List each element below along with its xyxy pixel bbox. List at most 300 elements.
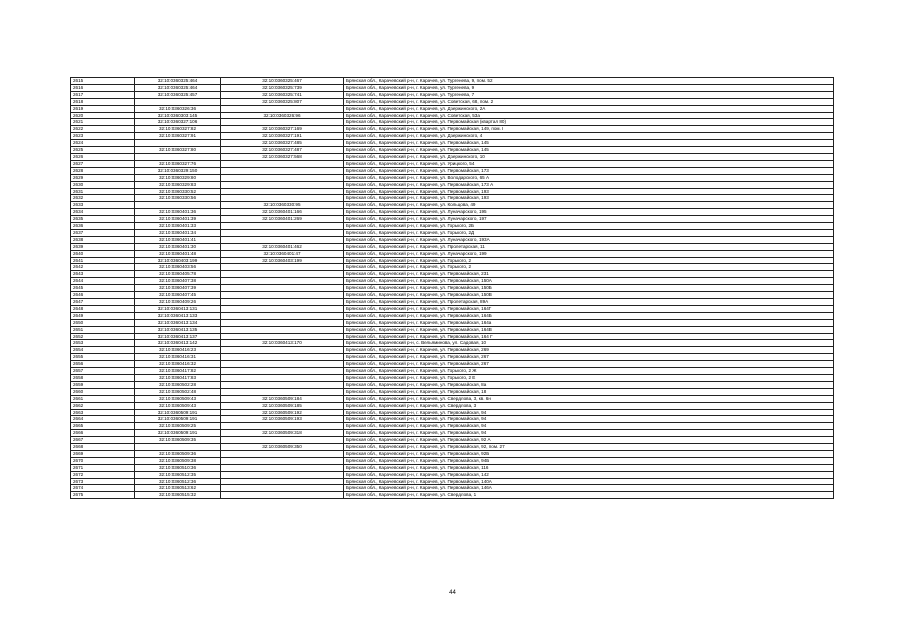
cadastral-number-object-cell: 32:10:0360401:462 xyxy=(221,243,344,250)
table-row xyxy=(71,126,834,133)
table-row xyxy=(71,388,834,395)
table-row xyxy=(71,119,834,126)
cadastral-number-parcel-cell: 32:10:0360502:48 xyxy=(135,388,221,395)
row-number-cell: 2650 xyxy=(71,319,135,326)
address-cell: Брянская обл., Карачевский р-н, г. Карачев, ул. Первомайская, 145 xyxy=(344,140,834,147)
address-cell: Брянская обл., Карачевский р-н, г. Карачев, ул. Дзержинского, 2А xyxy=(344,105,834,112)
cadastral-number-object-cell xyxy=(221,347,344,354)
address-cell: Брянская обл., Карачевский р-н, г. Карачев, ул. Урицкого, 54 xyxy=(344,160,834,167)
address-cell: Брянская обл., Карачевский р-н, г. Карачев, ул. Первомайская, 8а xyxy=(344,381,834,388)
address-cell: Брянская обл., Карачевский р-н, г. Карачев, ул. Первомайская, 267 xyxy=(344,354,834,361)
row-number-cell: 2618 xyxy=(71,98,135,105)
cadastral-number-parcel-cell: 32:10:0360502:28 xyxy=(135,381,221,388)
cadastral-number-parcel-cell: 32:10:0360403:199 xyxy=(135,257,221,264)
table-row xyxy=(71,271,834,278)
row-number-cell: 2632 xyxy=(71,195,135,202)
cadastral-number-parcel-cell: 32:10:0360401:34 xyxy=(135,229,221,236)
table-row xyxy=(71,347,834,354)
cadastral-number-parcel-cell: 32:10:0360401:41 xyxy=(135,236,221,243)
row-number-cell: 2645 xyxy=(71,285,135,292)
cadastral-number-parcel-cell: 32:10:0360513:62 xyxy=(135,485,221,492)
table-row xyxy=(71,299,834,306)
cadastral-number-object-cell xyxy=(221,305,344,312)
cadastral-number-object-cell: 32:10:0360509:318 xyxy=(221,430,344,437)
row-number-cell: 2668 xyxy=(71,444,135,451)
address-cell: Брянская обл., Карачевский р-н, г. Карачев, ул. Тургенева, 7 xyxy=(344,91,834,98)
row-number-cell: 2630 xyxy=(71,181,135,188)
address-cell: Брянская обл., Карачевский р-н, г. Карачев, ул. Первомайская, 164Г xyxy=(344,305,834,312)
cadastral-number-parcel-cell xyxy=(135,98,221,105)
row-number-cell: 2623 xyxy=(71,133,135,140)
row-number-cell: 2652 xyxy=(71,333,135,340)
address-cell: Брянская обл., Карачевский р-н, г. Карачев, ул. Первомайская, 94 xyxy=(344,416,834,423)
cadastral-number-parcel-cell: 32:10:0360327:91 xyxy=(135,133,221,140)
table-row xyxy=(71,160,834,167)
table-row xyxy=(71,174,834,181)
cadastral-number-parcel-cell: 32:10:0360327:76 xyxy=(135,160,221,167)
row-number-cell: 2654 xyxy=(71,347,135,354)
row-number-cell: 2667 xyxy=(71,437,135,444)
cadastral-number-object-cell: 32:10:0360509:193 xyxy=(221,416,344,423)
cadastral-number-parcel-cell: 32:10:0360303:145 xyxy=(135,112,221,119)
cadastral-number-object-cell xyxy=(221,374,344,381)
address-cell: Брянская обл., Карачевский р-н, г. Карачев, ул. Дзержинского, 10 xyxy=(344,153,834,160)
address-cell: Брянская обл., Карачевский р-н, г. Карачев, ул. Горького, 2 xyxy=(344,257,834,264)
cadastral-number-parcel-cell: 32:10:0360330:56 xyxy=(135,195,221,202)
cadastral-number-object-cell xyxy=(221,361,344,368)
cadastral-number-parcel-cell: 32:10:0360416:31 xyxy=(135,354,221,361)
address-cell: Брянская обл., Карачевский р-н, г. Карачев, ул. Первомайская, 94 xyxy=(344,430,834,437)
cadastral-number-object-cell xyxy=(221,292,344,299)
table-row xyxy=(71,264,834,271)
address-cell: Брянская обл., Карачевский р-н, г. Карачев, ул. Первомайская, 164а xyxy=(344,319,834,326)
cadastral-number-object-cell xyxy=(221,195,344,202)
cadastral-number-parcel-cell: 32:10:0360512:35 xyxy=(135,471,221,478)
address-cell: Брянская обл., Карачевский р-н, г. Карачев, ул. Свердлова, 1 xyxy=(344,492,834,499)
cadastral-number-parcel-cell: 32:10:0360401:48 xyxy=(135,250,221,257)
cadastral-number-parcel-cell: 32:10:0360413:133 xyxy=(135,312,221,319)
address-cell: Брянская обл., Карачевский р-н, г. Карачев, ул. Первомайская, 94Б xyxy=(344,457,834,464)
row-number-cell: 2635 xyxy=(71,216,135,223)
table-row xyxy=(71,478,834,485)
cadastral-number-parcel-cell: 32:10:0360509:43 xyxy=(135,395,221,402)
table-row xyxy=(71,292,834,299)
cadastral-number-parcel-cell: 32:10:0360327:80 xyxy=(135,147,221,154)
address-cell: Брянская обл., Карачевский р-н, г. Карачев, ул. Горького, 2Д xyxy=(344,229,834,236)
row-number-cell: 2640 xyxy=(71,250,135,257)
table-row xyxy=(71,98,834,105)
address-cell: Брянская обл., Карачевский р-н, г. Карачев, ул. Советская, 53а xyxy=(344,112,834,119)
table-row xyxy=(71,140,834,147)
cadastral-number-object-cell xyxy=(221,388,344,395)
table-row xyxy=(71,78,834,85)
address-cell: Брянская обл., Карачевский р-н, г. Карачев, ул. Первомайская, 150Б xyxy=(344,285,834,292)
table-row xyxy=(71,188,834,195)
address-cell: Брянская обл., Карачевский р-н, г. Карачев, ул. Первомайская, 94 xyxy=(344,423,834,430)
cadastral-number-parcel-cell: 32:10:0360509:36 xyxy=(135,450,221,457)
cadastral-number-parcel-cell: 32:10:0360401:33 xyxy=(135,223,221,230)
cadastral-number-parcel-cell: 32:10:0360407:45 xyxy=(135,292,221,299)
cadastral-number-parcel-cell: 32:10:0360325:457 xyxy=(135,91,221,98)
cadastral-number-parcel-cell: 32:10:0360413:142 xyxy=(135,340,221,347)
row-number-cell: 2671 xyxy=(71,464,135,471)
cadastral-number-object-cell xyxy=(221,181,344,188)
cadastral-number-parcel-cell: 32:10:0360329:150 xyxy=(135,167,221,174)
cadastral-number-parcel-cell: 32:10:0360407:38 xyxy=(135,278,221,285)
table-row xyxy=(71,423,834,430)
address-cell: Брянская обл., Карачевский р-н, г. Карачев, ул. Горького, 2 xyxy=(344,264,834,271)
cadastral-number-parcel-cell: 32:10:0360409:26 xyxy=(135,299,221,306)
cadastral-number-object-cell: 32:10:0360325:739 xyxy=(221,84,344,91)
cadastral-number-object-cell xyxy=(221,223,344,230)
cadastral-number-parcel-cell: 32:10:0360512:36 xyxy=(135,478,221,485)
cadastral-number-object-cell: 32:10:0360509:192 xyxy=(221,409,344,416)
table-row xyxy=(71,84,834,91)
table-row xyxy=(71,243,834,250)
row-number-cell: 2655 xyxy=(71,354,135,361)
row-number-cell: 2617 xyxy=(71,91,135,98)
cadastral-number-parcel-cell: 32:10:0360403:56 xyxy=(135,264,221,271)
cadastral-number-parcel-cell: 32:10:0360329:83 xyxy=(135,181,221,188)
row-number-cell: 2673 xyxy=(71,478,135,485)
cadastral-number-object-cell: 32:10:0360326:96 xyxy=(221,112,344,119)
table-row xyxy=(71,250,834,257)
cadastral-number-object-cell xyxy=(221,264,344,271)
row-number-cell: 2631 xyxy=(71,188,135,195)
cadastral-number-parcel-cell: 32:10:0360405:78 xyxy=(135,271,221,278)
cadastral-number-object-cell xyxy=(221,333,344,340)
row-number-cell: 2672 xyxy=(71,471,135,478)
cadastral-number-parcel-cell: 32:10:0360509:35 xyxy=(135,437,221,444)
cadastral-number-object-cell xyxy=(221,278,344,285)
table-row xyxy=(71,257,834,264)
table-row xyxy=(71,153,834,160)
row-number-cell: 2621 xyxy=(71,119,135,126)
table-row xyxy=(71,112,834,119)
cadastral-number-object-cell: 32:10:0360325:741 xyxy=(221,91,344,98)
address-cell: Брянская обл., Карачевский р-н, г. Карачев, ул. Первомайская, 193 xyxy=(344,188,834,195)
cadastral-number-object-cell xyxy=(221,119,344,126)
row-number-cell: 2674 xyxy=(71,485,135,492)
row-number-cell: 2659 xyxy=(71,381,135,388)
table-row xyxy=(71,333,834,340)
address-cell: Брянская обл., Карачевский р-н, г. Карачев, ул. Первомайская, 269 xyxy=(344,347,834,354)
address-cell: Брянская обл., Карачевский р-н, г. Карачев, ул. Володарского, 65 А xyxy=(344,174,834,181)
cadastral-number-parcel-cell: 32:10:0360416:32 xyxy=(135,361,221,368)
cadastral-number-parcel-cell xyxy=(135,153,221,160)
table-row xyxy=(71,202,834,209)
table-row xyxy=(71,430,834,437)
cadastral-number-object-cell: 32:10:0360401:269 xyxy=(221,216,344,223)
row-number-cell: 2615 xyxy=(71,78,135,85)
cadastral-number-object-cell xyxy=(221,423,344,430)
row-number-cell: 2616 xyxy=(71,84,135,91)
address-cell: Брянская обл., Карачевский р-н, г. Карачев, ул. Первомайская, 193 xyxy=(344,195,834,202)
row-number-cell: 2661 xyxy=(71,395,135,402)
table-row xyxy=(71,167,834,174)
cadastral-number-parcel-cell: 32:10:0360326:36 xyxy=(135,105,221,112)
address-cell: Брянская обл., Карачевский р-н, г. Карачев, ул. Первомайская, 150А xyxy=(344,278,834,285)
cadastral-number-parcel-cell: 32:10:0360413:137 xyxy=(135,333,221,340)
cadastral-number-parcel-cell: 32:10:0360401:30 xyxy=(135,243,221,250)
cadastral-number-parcel-cell: 32:10:0360510:36 xyxy=(135,464,221,471)
table-row xyxy=(71,216,834,223)
address-cell: Брянская обл., Карачевский р-н, г. Карачев, ул. Советская, 68, пом. 2 xyxy=(344,98,834,105)
cadastral-number-object-cell xyxy=(221,464,344,471)
address-cell: Брянская обл., Карачевский р-н, г. Карачев, ул. Первомайская, 145 xyxy=(344,147,834,154)
cadastral-number-object-cell xyxy=(221,492,344,499)
table-row xyxy=(71,464,834,471)
table-row xyxy=(71,437,834,444)
cadastral-number-object-cell xyxy=(221,450,344,457)
address-cell: Брянская обл., Карачевский р-н, г. Карачев, ул. Первомайская, 149, пом. I xyxy=(344,126,834,133)
cadastral-number-parcel-cell xyxy=(135,140,221,147)
address-cell: Брянская обл., Карачевский р-н, г. Карачев, ул. Первомайская, 92Б xyxy=(344,450,834,457)
cadastral-number-object-cell xyxy=(221,326,344,333)
cadastral-number-object-cell xyxy=(221,271,344,278)
cadastral-number-parcel-cell: 32:10:0360325:464 xyxy=(135,78,221,85)
row-number-cell: 2641 xyxy=(71,257,135,264)
cadastral-number-parcel-cell: 32:10:0360509:25 xyxy=(135,423,221,430)
cadastral-number-object-cell xyxy=(221,188,344,195)
cadastral-number-parcel-cell: 32:10:0360330:52 xyxy=(135,188,221,195)
cadastral-number-object-cell: 32:10:0360327:191 xyxy=(221,133,344,140)
row-number-cell: 2644 xyxy=(71,278,135,285)
cadastral-number-parcel-cell: 32:10:0360413:131 xyxy=(135,305,221,312)
cadastral-number-object-cell: 32:10:0360330:95 xyxy=(221,202,344,209)
row-number-cell: 2634 xyxy=(71,209,135,216)
row-number-cell: 2636 xyxy=(71,223,135,230)
row-number-cell: 2662 xyxy=(71,402,135,409)
cadastral-number-object-cell xyxy=(221,285,344,292)
cadastral-number-object-cell: 32:10:0360327:487 xyxy=(221,147,344,154)
table-row xyxy=(71,229,834,236)
cadastral-number-object-cell xyxy=(221,354,344,361)
table-row xyxy=(71,223,834,230)
cadastral-number-object-cell: 32:10:0360509:184 xyxy=(221,395,344,402)
address-cell: Брянская обл., Карачевский р-н, г. Карачев, ул. Кольцова, 49 xyxy=(344,202,834,209)
row-number-cell: 2649 xyxy=(71,312,135,319)
cadastral-number-object-cell: 32:10:0360509:350 xyxy=(221,444,344,451)
cadastral-number-object-cell: 32:10:0360401:47 xyxy=(221,250,344,257)
address-cell: Брянская обл., Карачевский р-н, г. Карачев, ул. Горького, 2 Ж xyxy=(344,368,834,375)
table-row xyxy=(71,492,834,499)
address-cell: Брянская обл., Карачевский р-н, г. Карачев, ул. Луначарского, 197 xyxy=(344,216,834,223)
row-number-cell: 2647 xyxy=(71,299,135,306)
row-number-cell: 2658 xyxy=(71,374,135,381)
cadastral-number-parcel-cell: 32:10:0360413:134 xyxy=(135,319,221,326)
address-cell: Брянская обл., Карачевский р-н, г. Карачев, ул. Пролетарская, 11 xyxy=(344,243,834,250)
row-number-cell: 2646 xyxy=(71,292,135,299)
cadastral-number-object-cell xyxy=(221,485,344,492)
cadastral-number-object-cell: 32:10:0360509:185 xyxy=(221,402,344,409)
row-number-cell: 2639 xyxy=(71,243,135,250)
address-cell: Брянская обл., Карачевский р-н, г. Карачев, ул. Луначарского, 199 xyxy=(344,250,834,257)
cadastral-number-object-cell xyxy=(221,457,344,464)
address-cell: Брянская обл., Карачевский р-н, г. Карачев, ул. Первомайская, 140А xyxy=(344,478,834,485)
row-number-cell: 2675 xyxy=(71,492,135,499)
cadastral-number-object-cell xyxy=(221,236,344,243)
address-cell: Брянская обл., Карачевский р-н, г. Карачев, ул. Первомайская, 164В xyxy=(344,326,834,333)
table-row xyxy=(71,105,834,112)
row-number-cell: 2624 xyxy=(71,140,135,147)
table-row xyxy=(71,444,834,451)
address-cell: Брянская обл., Карачевский р-н, г. Карачев, ул. Первомайская, 267 xyxy=(344,361,834,368)
cadastral-number-parcel-cell: 32:10:0360509:191 xyxy=(135,409,221,416)
address-cell: Брянская обл., Карачевский р-н, г. Карачев, ул. Первомайская, 94 xyxy=(344,409,834,416)
cadastral-number-object-cell xyxy=(221,312,344,319)
address-cell: Брянская обл., Карачевский р-н, г. Карачев, ул. Свердлова, 3 xyxy=(344,402,834,409)
row-number-cell: 2666 xyxy=(71,430,135,437)
cadastral-number-parcel-cell: 32:10:0360327:82 xyxy=(135,126,221,133)
cadastral-number-parcel-cell: 32:10:0360401:36 xyxy=(135,209,221,216)
cadastral-number-parcel-cell: 32:10:0360327:106 xyxy=(135,119,221,126)
row-number-cell: 2619 xyxy=(71,105,135,112)
row-number-cell: 2657 xyxy=(71,368,135,375)
table-row xyxy=(71,374,834,381)
cadastral-number-object-cell: 32:10:0360403:199 xyxy=(221,257,344,264)
table-row xyxy=(71,361,834,368)
address-cell: Брянская обл., Карачевский р-н, г. Карачев, ул. Первомайская, 164 Г xyxy=(344,333,834,340)
cadastral-number-object-cell xyxy=(221,319,344,326)
address-cell: Брянская обл., Карачевский р-н, г. Карачев, ул. Свердлова, 3, кв. 6н xyxy=(344,395,834,402)
cadastral-number-parcel-cell: 32:10:0360509:38 xyxy=(135,457,221,464)
cadastral-number-parcel-cell: 32:10:0360509:191 xyxy=(135,416,221,423)
address-cell: Брянская обл., Карачевский р-н, г. Карачев, ул. Тургенева, 9 xyxy=(344,84,834,91)
table-row xyxy=(71,395,834,402)
cadastral-number-parcel-cell xyxy=(135,202,221,209)
row-number-cell: 2620 xyxy=(71,112,135,119)
cadastral-number-object-cell xyxy=(221,478,344,485)
row-number-cell: 2651 xyxy=(71,326,135,333)
cadastral-number-object-cell: 32:10:0360327:568 xyxy=(221,153,344,160)
table-row xyxy=(71,402,834,409)
page-number: 44 xyxy=(449,590,456,596)
address-cell: Брянская обл., Карачевский р-н, г. Карачев, ул. Первомайская, 150В xyxy=(344,292,834,299)
address-cell: Брянская обл., Карачевский р-н, г. Карачев, ул. Горького, 2Б xyxy=(344,223,834,230)
cadastral-number-parcel-cell: 32:10:0360401:39 xyxy=(135,216,221,223)
cadastral-number-parcel-cell: 32:10:0360325:464 xyxy=(135,84,221,91)
address-cell: Брянская обл., Карачевский р-н, г. Карачев, ул. Первомайская, 92, пом. 27 xyxy=(344,444,834,451)
row-number-cell: 2669 xyxy=(71,450,135,457)
cadastral-number-parcel-cell: 32:10:0360413:135 xyxy=(135,326,221,333)
cadastral-number-parcel-cell: 32:10:0360515:32 xyxy=(135,492,221,499)
table-row xyxy=(71,278,834,285)
address-cell: Брянская обл., Карачевский р-н, г. Карачев, ул. Первомайская (квартал 80) xyxy=(344,119,834,126)
cadastral-number-parcel-cell: 32:10:0360509:43 xyxy=(135,402,221,409)
registry-table xyxy=(70,77,834,499)
row-number-cell: 2653 xyxy=(71,340,135,347)
table-row xyxy=(71,485,834,492)
cadastral-number-parcel-cell: 32:10:0360509:191 xyxy=(135,430,221,437)
address-cell: Брянская обл., Карачевский р-н, г. Карачев, ул. Дзержинского, 4 xyxy=(344,133,834,140)
table-row xyxy=(71,457,834,464)
row-number-cell: 2656 xyxy=(71,361,135,368)
row-number-cell: 2648 xyxy=(71,305,135,312)
cadastral-number-object-cell: 32:10:0360413:170 xyxy=(221,340,344,347)
address-cell: Брянская обл., Карачевский р-н, г. Карачев, ул. Луначарского, 193А xyxy=(344,236,834,243)
cadastral-number-object-cell xyxy=(221,229,344,236)
table-row xyxy=(71,133,834,140)
address-cell: Брянская обл., Карачевский р-н, г. Карачев, ул. Первомайская, 116 xyxy=(344,464,834,471)
table-row xyxy=(71,236,834,243)
address-cell: Брянская обл., Карачевский р-н, г. Карачев, ул. Первомайская, 164Б xyxy=(344,312,834,319)
address-cell: Брянская обл., Карачевский р-н, г. Карачев, ул. Первомайская, 173 xyxy=(344,167,834,174)
row-number-cell: 2625 xyxy=(71,147,135,154)
row-number-cell: 2633 xyxy=(71,202,135,209)
table-row xyxy=(71,305,834,312)
row-number-cell: 2629 xyxy=(71,174,135,181)
cadastral-number-object-cell: 32:10:0360327:169 xyxy=(221,126,344,133)
row-number-cell: 2622 xyxy=(71,126,135,133)
row-number-cell: 2664 xyxy=(71,416,135,423)
table-row xyxy=(71,368,834,375)
address-cell: Брянская обл., Карачевский р-н, с. Вельяминова, ул. Садовая, 10 xyxy=(344,340,834,347)
row-number-cell: 2628 xyxy=(71,167,135,174)
table-row xyxy=(71,381,834,388)
row-number-cell: 2638 xyxy=(71,236,135,243)
address-cell: Брянская обл., Карачевский р-н, г. Карачев, ул. Первомайская, 142 xyxy=(344,471,834,478)
row-number-cell: 2642 xyxy=(71,264,135,271)
address-cell: Брянская обл., Карачевский р-н, г. Карачев, ул. Первомайская, 18 xyxy=(344,388,834,395)
table-row xyxy=(71,340,834,347)
address-cell: Брянская обл., Карачевский р-н, г. Карачев, ул. Горького, 2 Е xyxy=(344,374,834,381)
cadastral-number-object-cell xyxy=(221,368,344,375)
table-row xyxy=(71,409,834,416)
row-number-cell: 2660 xyxy=(71,388,135,395)
registry-table-body xyxy=(71,78,834,499)
table-row xyxy=(71,285,834,292)
row-number-cell: 2665 xyxy=(71,423,135,430)
cadastral-number-object-cell xyxy=(221,167,344,174)
table-row xyxy=(71,450,834,457)
address-cell: Брянская обл., Карачевский р-н, г. Карачев, ул. Первомайская, 231 xyxy=(344,271,834,278)
address-cell: Брянская обл., Карачевский р-н, г. Карачев, ул. Тургенева, 9, пом. 52 xyxy=(344,78,834,85)
table-row xyxy=(71,471,834,478)
row-number-cell: 2643 xyxy=(71,271,135,278)
row-number-cell: 2626 xyxy=(71,153,135,160)
cadastral-number-parcel-cell: 32:10:0360407:39 xyxy=(135,285,221,292)
cadastral-number-object-cell xyxy=(221,381,344,388)
address-cell: Брянская обл., Карачевский р-н, г. Карачев, ул. Первомайская, 173 А xyxy=(344,181,834,188)
cadastral-number-object-cell xyxy=(221,471,344,478)
table-row xyxy=(71,147,834,154)
row-number-cell: 2670 xyxy=(71,457,135,464)
cadastral-number-object-cell: 32:10:0360401:166 xyxy=(221,209,344,216)
address-cell: Брянская обл., Карачевский р-н, г. Карачев, ул. Первомайская, 92 А xyxy=(344,437,834,444)
cadastral-number-parcel-cell: 32:10:0360417:83 xyxy=(135,374,221,381)
cadastral-number-object-cell: 32:10:0360325:467 xyxy=(221,78,344,85)
cadastral-number-object-cell xyxy=(221,105,344,112)
cadastral-number-object-cell xyxy=(221,437,344,444)
row-number-cell: 2627 xyxy=(71,160,135,167)
table-row xyxy=(71,91,834,98)
cadastral-number-object-cell xyxy=(221,174,344,181)
cadastral-number-object-cell xyxy=(221,160,344,167)
table-row xyxy=(71,319,834,326)
row-number-cell: 2663 xyxy=(71,409,135,416)
address-cell: Брянская обл., Карачевский р-н, г. Карачев, ул. Первомайская, 146А xyxy=(344,485,834,492)
table-row xyxy=(71,354,834,361)
table-row xyxy=(71,195,834,202)
cadastral-number-parcel-cell: 32:10:0360417:82 xyxy=(135,368,221,375)
cadastral-number-parcel-cell xyxy=(135,444,221,451)
cadastral-number-object-cell: 32:10:0360325:807 xyxy=(221,98,344,105)
cadastral-number-parcel-cell: 32:10:0360416:23 xyxy=(135,347,221,354)
row-number-cell: 2637 xyxy=(71,229,135,236)
table-row xyxy=(71,181,834,188)
table-row xyxy=(71,209,834,216)
